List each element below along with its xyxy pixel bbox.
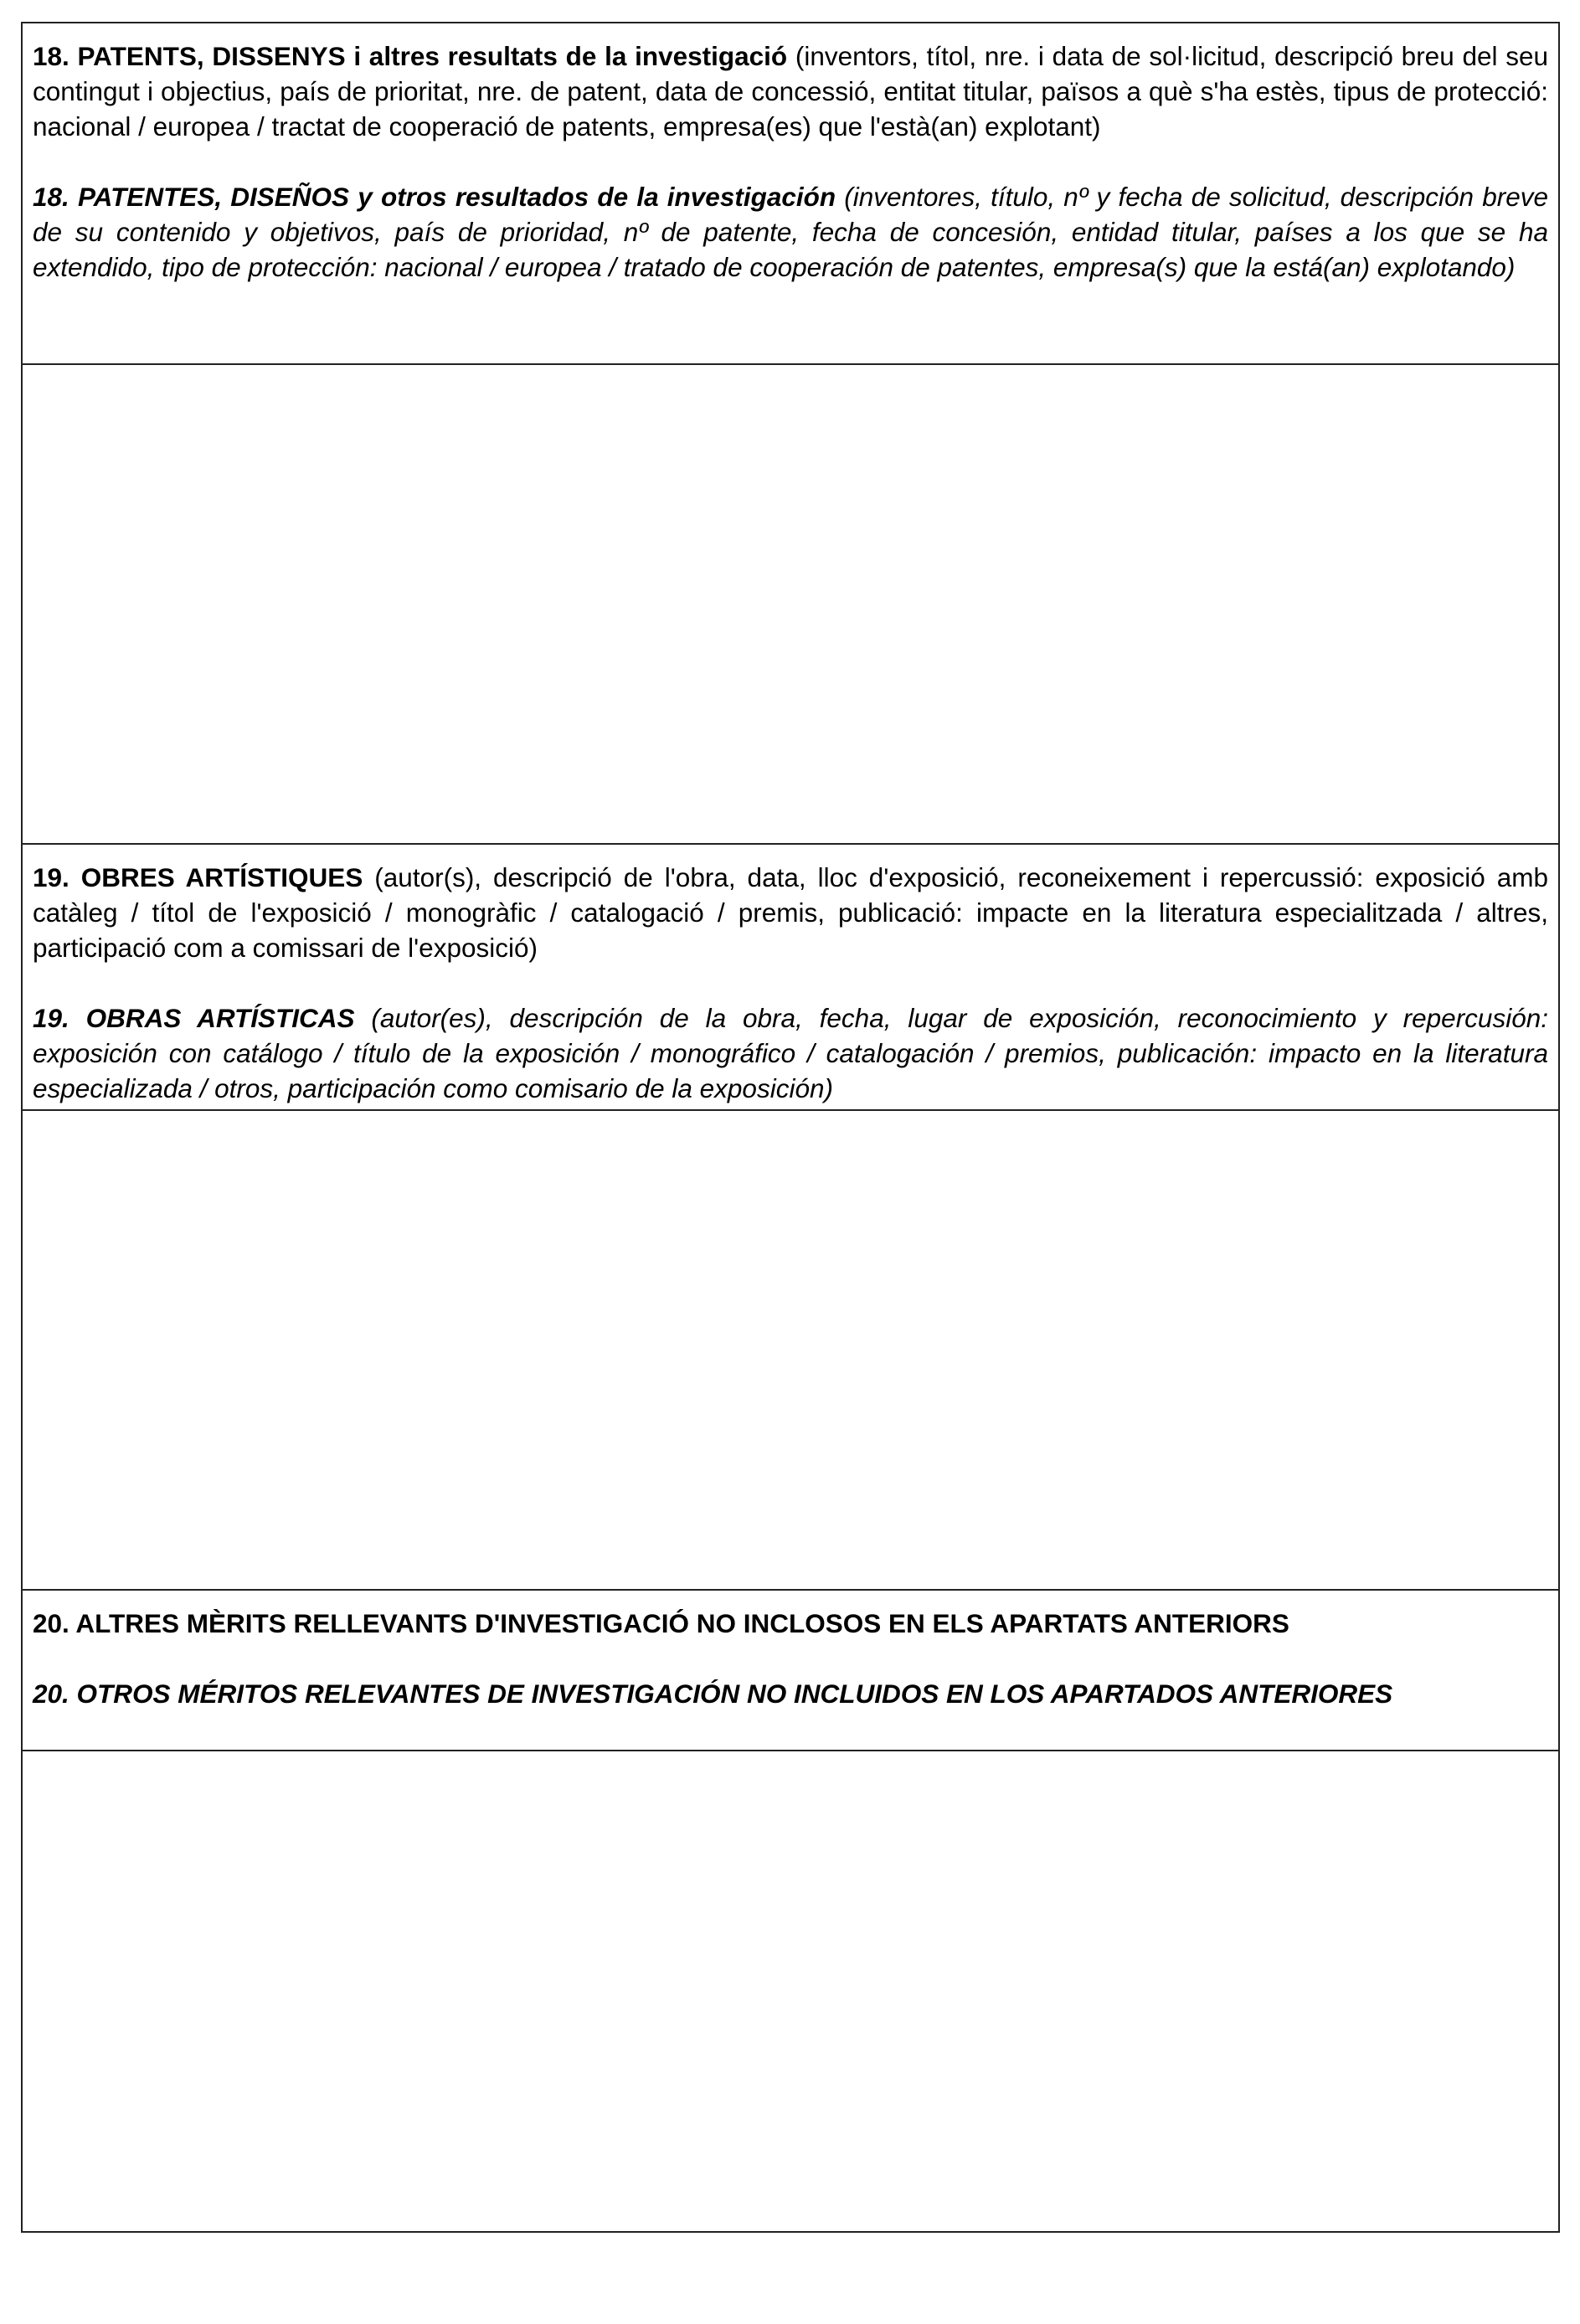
section-20-spanish-title: 20. OTROS MÉRITOS RELEVANTES DE INVESTIGACIÓN NO INCLUIDOS EN LOS APARTADOS ANTERIORES — [33, 1679, 1393, 1709]
section-19-catalan-heading — [33, 860, 1548, 965]
section-20-header — [23, 1591, 1558, 1751]
section-18-spanish-title: 18. PATENTES, DISEÑOS y otros resultados de la investigación — [33, 182, 836, 212]
section-18-answer-box[interactable] — [23, 365, 1558, 845]
form-table — [21, 22, 1560, 2233]
section-18-spanish-description: (inventores, título, nº y fecha de solicitud, descripción breve de su contenido y objetivos, país de prioridad, nº de patente, fecha de concesión, entidad titular, países a los que se ha extendido, tipo de protección: nacional / europea / tratado de cooperación de patentes, empresa(s) que la está(an) explotando) — [33, 182, 1548, 282]
section-19-spanish-heading — [33, 1000, 1548, 1106]
section-18-spanish-heading — [33, 179, 1548, 285]
section-19-header — [23, 845, 1558, 1111]
section-18-catalan-description: (inventors, títol, nre. i data de sol·licitud, descripció breu del seu contingut i objectius, país de prioritat, nre. de patent, data de concessió, entitat titular, països a què s'ha estès, tipus de protecció: nacional / europea / tractat de cooperació de patents, empresa(es) que l'està(an) explotant) — [33, 41, 1548, 141]
section-18-catalan-heading — [33, 39, 1548, 144]
section-20-catalan-title: 20. ALTRES MÈRITS RELLEVANTS D'INVESTIGACIÓ NO INCLOSOS EN ELS APARTATS ANTERIORS — [33, 1608, 1289, 1638]
section-19-answer-box[interactable] — [23, 1111, 1558, 1591]
section-20-answer-box[interactable] — [23, 1751, 1558, 2231]
section-19-catalan-title: 19. OBRES ARTÍSTIQUES — [33, 862, 363, 892]
section-20-spanish-heading — [33, 1676, 1548, 1711]
section-20-catalan-heading — [33, 1606, 1548, 1641]
section-18-header — [23, 23, 1558, 365]
section-19-spanish-description: (autor(es), descripción de la obra, fecha, lugar de exposición, reconocimiento y repercusión: exposición con catálogo / título de la exposición / monográfico / catalogación / premios, publicación: impacto en la literatura especializada / otros, participación como comisario de la exposición) — [33, 1003, 1548, 1103]
section-18-catalan-title: 18. PATENTS, DISSENYS i altres resultats de la investigació — [33, 41, 788, 71]
section-19-spanish-title: 19. OBRAS ARTÍSTICAS — [33, 1003, 355, 1033]
section-19-catalan-description: (autor(s), descripció de l'obra, data, lloc d'exposició, reconeixement i repercussió: exposició amb catàleg / títol de l'exposició / monogràfic / catalogació / premis, publicació: impacte en la literatura especialitzada / altres, participació com a comissari de l'exposició) — [33, 862, 1548, 963]
